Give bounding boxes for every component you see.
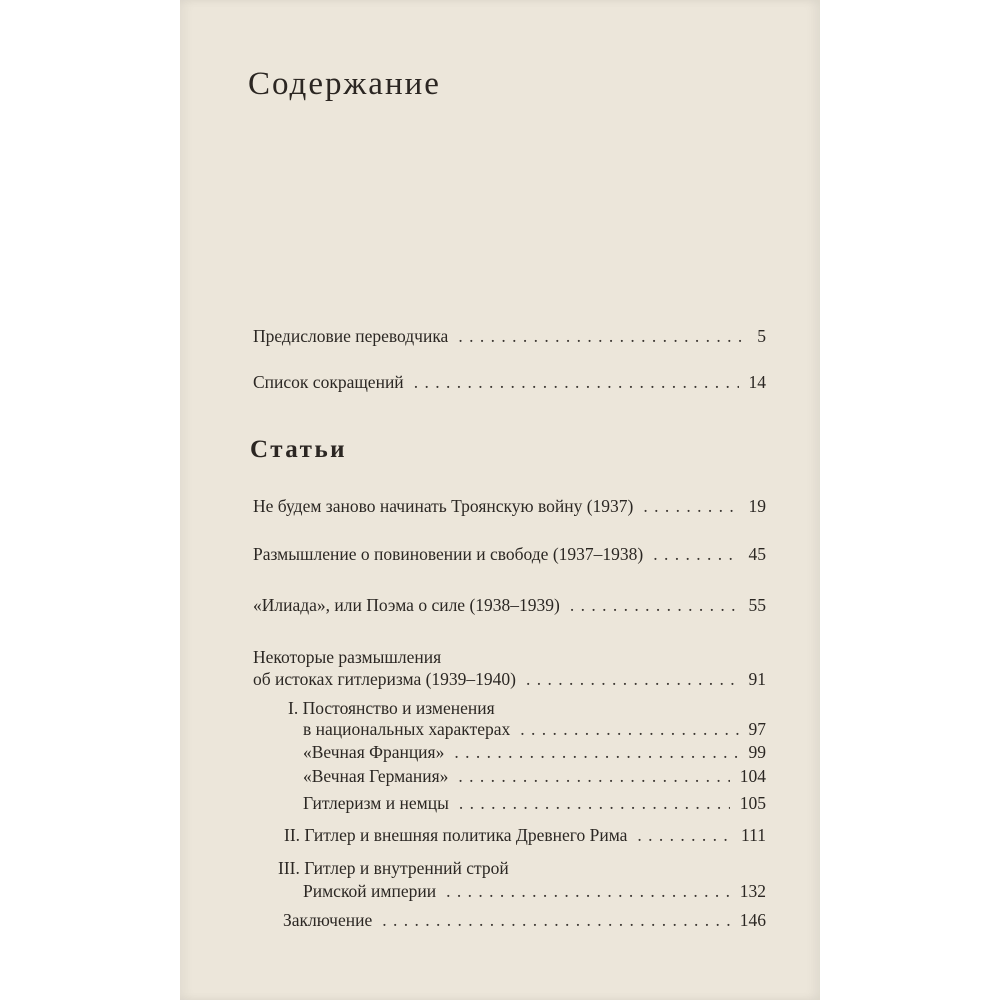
toc-entry-page: 146 (739, 910, 766, 930)
dot-leader (454, 741, 738, 763)
toc-entry-label: об истоках гитлеризма (1939–1940) (253, 669, 516, 689)
dot-leader (637, 824, 731, 846)
toc-subentry-eternal-france (303, 741, 766, 763)
toc-subentry-constancy (303, 718, 766, 740)
toc-entry-page: 111 (741, 825, 766, 845)
toc-entry-label: Размышление о повиновении и свободе (1937–1938) (253, 544, 644, 564)
dot-leader (520, 718, 738, 740)
toc-entry-label: Гитлеризм и немцы (303, 793, 449, 813)
dot-leader (458, 325, 747, 347)
toc-entry-obedience (253, 543, 766, 565)
toc-entry-page: 55 (748, 595, 766, 615)
toc-subentry-eternal-germany (303, 765, 766, 787)
dot-leader (446, 880, 730, 902)
toc-entry-page: 19 (748, 496, 766, 516)
toc-subentry-internal-order-line1: III. Гитлер и внутренний строй (278, 858, 509, 878)
dot-leader (414, 371, 739, 393)
dot-leader (458, 765, 729, 787)
dot-leader (459, 792, 730, 814)
toc-entry-label: «Вечная Германия» (303, 766, 449, 786)
dot-leader (653, 543, 738, 565)
toc-subentry-hitlerism-germans (303, 792, 766, 814)
toc-entry-label: в национальных характерах (303, 719, 511, 739)
toc-entry-page: 14 (748, 372, 766, 392)
dot-leader (643, 495, 738, 517)
toc-entry-label: Римской империи (303, 881, 437, 901)
toc-entry-abbreviations (253, 371, 766, 393)
toc-subentry-conclusion (283, 909, 766, 931)
toc-entry-page: 5 (757, 326, 766, 346)
toc-subentry-constancy-line1: I. Постоянство и изменения (288, 698, 495, 718)
toc-entry-label: II. Гитлер и внешняя политика Древнего Рима (284, 825, 628, 845)
toc-entry-translator-preface (253, 325, 766, 347)
toc-entry-label: «Илиада», или Поэма о силе (1938–1939) (253, 595, 560, 615)
toc-entry-label: Предисловие переводчика (253, 326, 449, 346)
toc-entry-iliad (253, 594, 766, 616)
dot-leader (570, 594, 739, 616)
toc-entry-page: 91 (748, 669, 766, 689)
toc-entry-hitlerism (253, 668, 766, 690)
section-title: Статьи (250, 436, 348, 463)
dot-leader (382, 909, 730, 931)
toc-entry-page: 45 (748, 544, 766, 564)
toc-entry-page: 104 (739, 766, 766, 786)
toc-entry-page: 99 (748, 742, 766, 762)
toc-entry-page: 132 (739, 881, 766, 901)
toc-entry-label: «Вечная Франция» (303, 742, 445, 762)
toc-subentry-foreign-policy (284, 824, 766, 846)
toc-entry-hitlerism-line1: Некоторые размышления (253, 647, 442, 667)
page-title: Содержание (248, 66, 441, 102)
toc-entry-label: Не будем заново начинать Троянскую войну (1937) (253, 496, 634, 516)
toc-entry-page: 105 (739, 793, 766, 813)
toc-entry-trojan-war (253, 495, 766, 517)
toc-entry-label: Заключение (283, 910, 373, 930)
dot-leader (526, 668, 739, 690)
toc-entry-page: 97 (748, 719, 766, 739)
toc-entry-label: Список сокращений (253, 372, 404, 392)
toc-subentry-internal-order (303, 880, 766, 902)
